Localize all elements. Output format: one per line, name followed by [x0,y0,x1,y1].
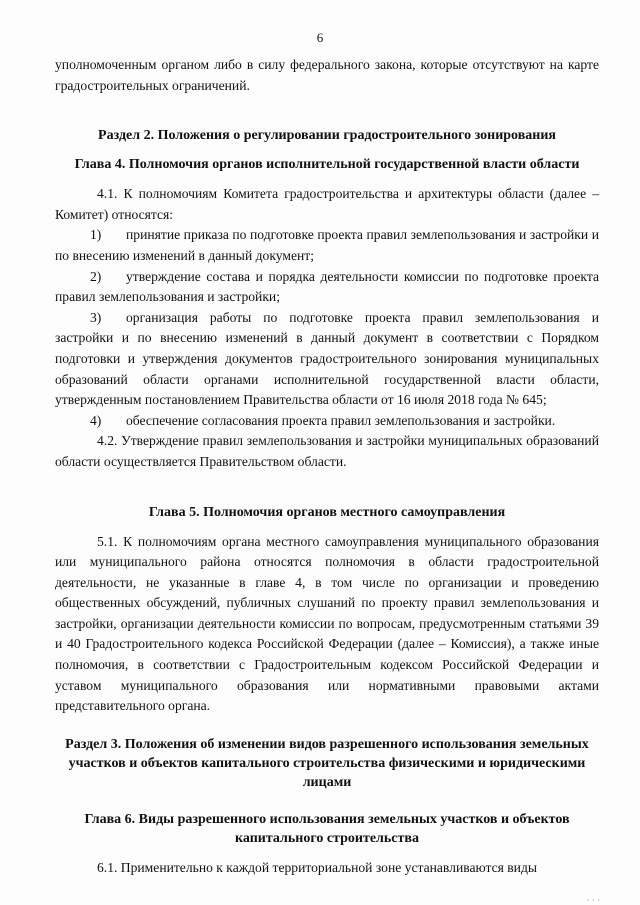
list-item-number: 4) [90,412,102,428]
paragraph-5-1: 5.1. К полномочиям органа местного самоуправления муниципального образования или муниципального района относятся полномочия в области градостроительной деятельности, не указанные в главе 4, в том числе по организации и проведению общественных обсуждений, публичных слушаний по проекту правил землепользования и застройки, организации деятельности комиссии по вопросам, предусмотренным статьями 39 и 40 Градостроительного кодекса Российской Федерации (далее – Комиссия), а также иные полномочия, в соответствии с Градостроительным кодексом Российской Федерации и уставом муниципального образования или нормативными правовыми актами представительного органа. [55,533,599,714]
intro-paragraph: уполномоченным органом либо в силу федерального закона, которые отсутствуют на карте градостроительных ограничений. [55,57,599,93]
list-item-text: принятие приказа по подготовке проекта правил землепользования и застройки и по внесению изменений в данный документ; [55,227,599,263]
list-item-number: 1) [90,227,102,243]
paragraph-4-2: 4.2. Утверждение правил землепользования и застройки муниципальных образований области осуществляется Правительством области. [55,433,599,469]
scan-marks: · · · [586,895,600,905]
page-number: 6 [316,30,324,45]
paragraph-6-1: 6.1. Применительно к каждой территориальной зоне устанавливаются виды [97,859,538,875]
list-item-number: 2) [90,268,102,284]
list-item-text: организация работы по подготовке проекта правил землепользования и застройки и по внесению изменений в данный документ в соответствии с Порядком подготовки и утверждения документов градостроительного зонирования муниципальных образований области органами исполнительной государственной власти области, утвержденным постановлением Правительства области от 16 июля 2018 года № 645; [55,309,599,408]
list-item-text: утверждение состава и порядка деятельности комиссии по подготовке проекта правил землепользования и застройки; [55,268,599,305]
section-3-title: Раздел 3. Положения об изменении видов разрешенного использования земельных участков и объектов капитального строительства физическими и юридическими лицами [65,736,589,790]
chapter-5-title: Глава 5. Полномочия органов местного самоуправления [148,504,506,520]
paragraph-4-1: 4.1. К полномочиям Комитета градостроительства и архитектуры области (далее – Комитет) относятся: [55,186,599,222]
document-body [55,55,599,878]
list-item [55,411,599,432]
section-2-title: Раздел 2. Положения о регулировании градостроительного зонирования [98,128,556,144]
list-item [55,267,599,308]
chapter-6-title: Глава 6. Виды разрешенного использования земельных участков и объектов капитального строительства [84,811,570,846]
list-item-text: обеспечение согласования проекта правил землепользования и застройки. [126,412,556,428]
list-item [55,308,599,411]
list-item [55,225,599,266]
chapter-4-title: Глава 4. Полномочия органов исполнительной государственной власти области [74,157,580,173]
list-item-number: 3) [90,309,102,325]
